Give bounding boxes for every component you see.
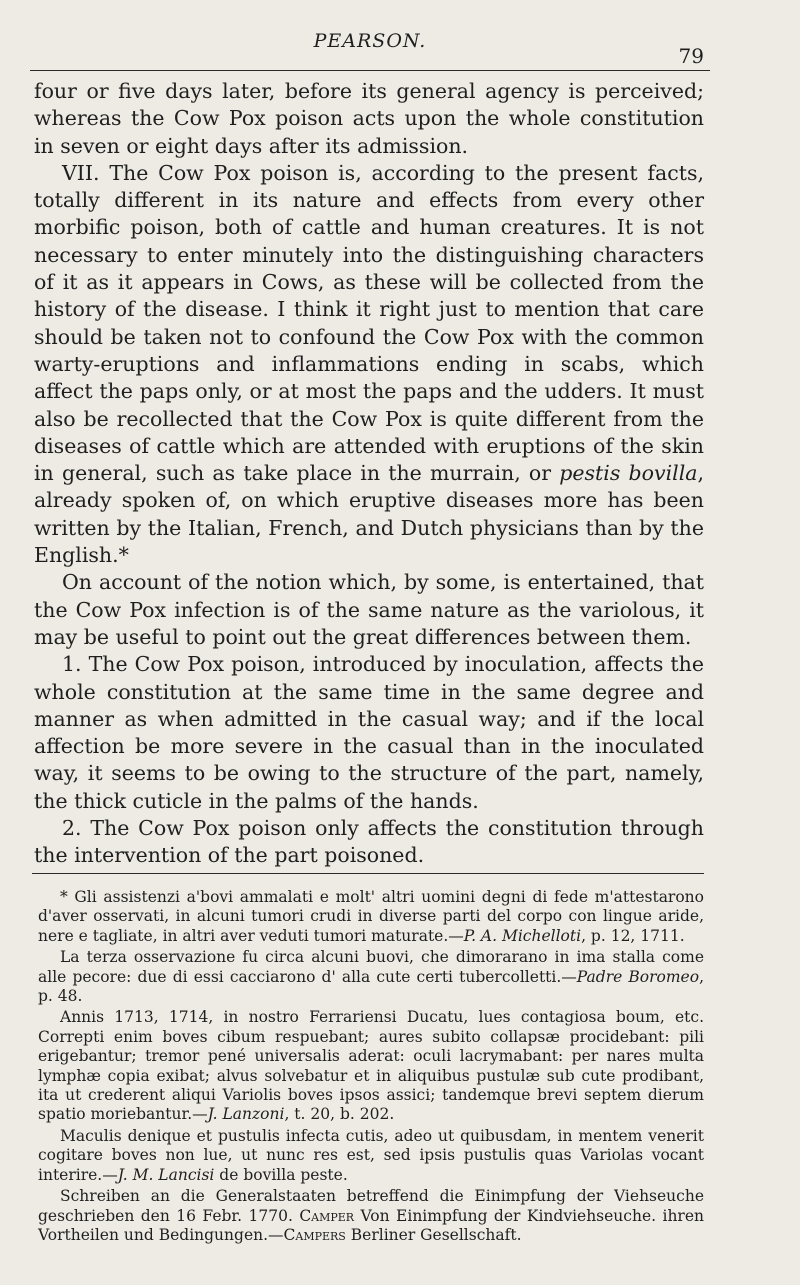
footnote-text: Schreiben an die Generalstaaten betreffend die Einimpfung der Viehseuche geschrieben den 16 Febr. 1770. [38, 1187, 704, 1225]
footnote-camper [38, 1187, 704, 1245]
footnote-text: La terza osservazione fu circa alcuni buovi, che dimorarano in ima stalla come alle pecore: due di essi cacciarono d' alla cute certi tubercolletti.— [38, 948, 704, 986]
latin-term: pestis bovilla [559, 461, 698, 486]
footnote-text: * Gli assistenzi a'bovi ammalati e molt' altri uomini degni di fede m'attestarono d'aver osservati, in alcuni tumori crudi in diverse parti del corpo con lingue aride, nere e tagliate, in altri aver veduti tumori maturate.— [38, 888, 704, 945]
footnote-divider [32, 873, 704, 874]
page-header [30, 26, 710, 71]
footnote-tail: , p. 48. [38, 967, 705, 1006]
footnote-tail: , t. 20, b. 202. [284, 1105, 395, 1124]
paragraph-vii [34, 160, 704, 569]
footnote-citation: J. M. Lancisi [117, 1165, 215, 1184]
footnote-tail: de bovilla peste. [214, 1165, 348, 1184]
footnote-boromeo [38, 948, 704, 1006]
footnote-text: Von Einimpfung der Kindviehseuche. ihren Vortheilen und Bedingungen.— [38, 1206, 704, 1244]
footnote-lancisi [38, 1127, 704, 1185]
main-text [34, 78, 704, 870]
footnote-michelloti [38, 888, 704, 946]
paragraph-vii-text-b: , already spoken of, on which eruptive diseases more has been written by the Italian, French, and Dutch physicians than by the English.* [34, 461, 704, 568]
footnote-citation: P. A. Michelloti [463, 926, 582, 945]
footnote-tail: , p. 12, 1711. [581, 926, 685, 945]
footnote-tail: Berliner Gesellschaft. [345, 1225, 522, 1244]
paragraph-point-2: 2. The Cow Pox poison only affects the constitution through the intervention of the part poisoned. [34, 816, 704, 868]
footnote-citation: Padre Boromeo [576, 967, 700, 986]
paragraph-vii-text-a: VII. The Cow Pox poison is, according to the present facts, totally different in its nature and effects from every other morbific poison, both of cattle and human creatures. It is not necessary to enter minutely into the distinguishing characters of it as it appears in Cows, as these will be collected from the history of the disease. I think it right just to mention that care should be taken not to confound the Cow Pox with the common warty-eruptions and inflammations ending in scabs, which affect the paps only, or at most the paps and the udders. It must also be recollected that the Cow Pox is quite different from the diseases of cattle which are attended with eruptions of the skin in general, such as take place in the murrain, or [34, 160, 704, 486]
footnote-author: Campers [283, 1225, 346, 1244]
footnote-citation: J. Lanzoni [207, 1105, 285, 1124]
running-head: PEARSON. [313, 30, 427, 52]
footnote-text: Maculis denique et pustulis infecta cutis, adeo ut quibusdam, in mentem venerit cogitare boves non lue, ut nunc res est, sed ipsis pustulis quas Variolas vocant interire.— [38, 1126, 704, 1184]
page-number: 79 [678, 44, 704, 68]
footnote-text: Annis 1713, 1714, in nostro Ferrariensi Ducatu, lues contagiosa boum, etc. Correpti enim boves cibum respuebant; aures subito collapsæ procidebant: pili erigebantur; tremor pené universalis aderat: oculi lacrymabant: per nares multa lymphæ copia exibat; alvus solvebatur et in aliquibus pustulæ sub cute prodibant, ita ut crederent aliqui Variolis boves ipsos assici; tandemque brevi septem dierum spatio moriebantur.— [38, 1008, 704, 1124]
footnote-lanzoni [38, 1008, 704, 1124]
paragraph-continued: four or five days later, before its general agency is perceived; whereas the Cow Pox poison acts upon the whole constitution in seven or eight days after its admission. [34, 79, 704, 158]
footnotes [38, 888, 704, 1247]
paragraph-point-1: 1. The Cow Pox poison, introduced by inoculation, affects the whole constitution at the same time in the same degree and manner as when admitted in the casual way; and if the local affection be more severe in the casual than in the inoculated way, it seems to be owing to the structure of the part, namely, the thick cuticle in the palms of the hands. [34, 652, 704, 813]
footnote-author: Camper [299, 1206, 355, 1225]
paragraph-notion: On account of the notion which, by some, is entertained, that the Cow Pox infection is of the same nature as the variolous, it may be useful to point out the great differences between them. [34, 570, 704, 649]
